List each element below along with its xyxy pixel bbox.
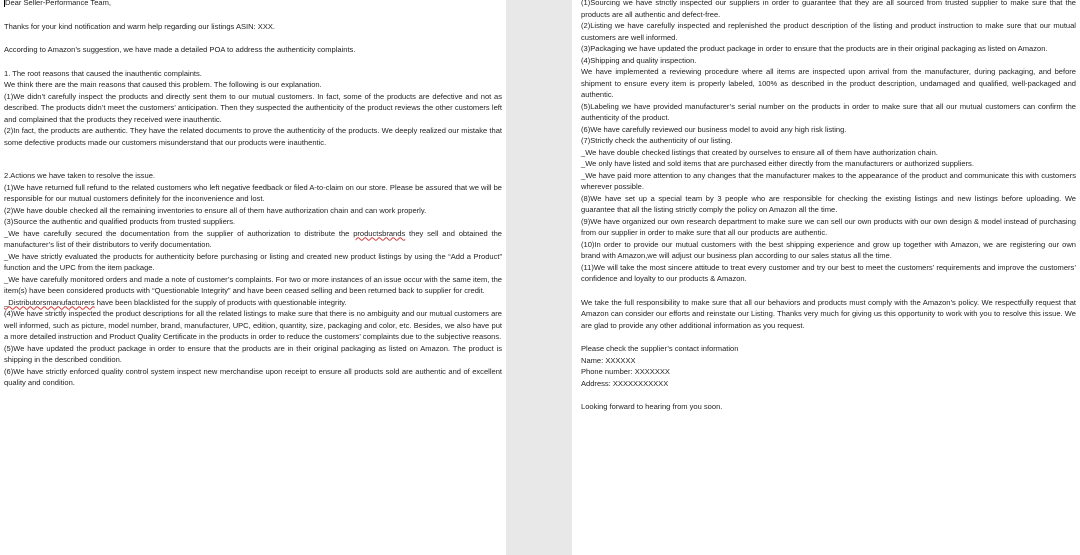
right-point-3: (3)Packaging we have updated the product package in order to ensure that the products are in their original packaging as listed on Amazon. [581,44,1048,53]
section-2-point-1: (1)We have returned full refund to the related customers who left negative feedback or filed A-to-claim on our store. Please be assured that we will be responsible for our mutual customers definitely for the inconvenience and lost. [4,182,502,203]
page-gutter [506,0,572,555]
right-point-2: (2)Listing we have carefully inspected and replenished the product description of the listing and product instruction to make sure that our mutual customers are well informed. [581,21,1076,42]
section-2-heading: 2.Actions we have taken to resolve the issue. [4,171,156,180]
section-2-point-2: (2)We have double checked all the remaining inventories to ensure all of them have authorization chain and can work properly. [4,205,427,215]
right-point-10: (10)In order to provide our mutual customers with the best shipping experience and grow up together with Amazon, we are registering our own brand with Amazon,we will adjust our business plan according to our sales status all the time. [581,239,1076,260]
right-point-8: (8)We have set up a special team by 3 people who are responsible for checking the existing listings and new listings before uploading. We guarantee that all the listing strictly comply the policy on Amazon all the time. [581,193,1076,214]
suggestion-line: According to Amazon’s suggestion, we have made a detailed POA to address the authenticity complaints. [4,45,356,54]
right-point-4-body: We have implemented a reviewing procedure where all items are inspected upon arrival from the manufacturer, during packaging, and before shipment to ensure every item is properly labeled, 100% as described in the product description, undamaged and qualified, well-packaged and authentic. [581,67,1076,99]
greeting-line: Dear Seller-Performance Team, [4,0,502,9]
section-1-point-2: (2)In fact, the products are authentic. They have the related documents to prove the authenticity of the products. We deeply realized our mistake that some defective products made our customers misunderstand that our products were inauthentic. [4,126,502,147]
right-point-7: (7)Strictly check the authenticity of our listing. [581,136,733,145]
section-2-point-5: (5)We have updated the product package in order to ensure that the products are in their original packaging as listed on Amazon. The product is shipping in the described condition. [4,343,502,364]
right-point-4: (4)Shipping and quality inspection. [581,55,697,65]
section-1-heading: 1. The root reasons that caused the inauthentic complaints. [4,68,202,78]
section-2-bullet-1: _We have carefully secured the documentation from the supplier of authorization to distribute the productsbrands they sell and obtained the manufacturer’s list of their distributors to verify documentation. [4,228,502,249]
contact-phone: Phone number: XXXXXXX [581,367,670,376]
section-2-bullet-3: _We have carefully monitored orders and made a note of customer’s complaints. For two or more instances of an issue occur with the same item, the item(s) have been considered products with “Questionable Integrity” and have been ceased selling and been returned back to supplier for credit. [4,274,502,295]
section-2-point-3: (3)Source the authentic and qualified products from trusted suppliers. [4,217,236,226]
right-point-7-bullet-2: _We only have listed and sold items that are purchased either directly from the manufacturers or authorized suppliers. [581,159,974,168]
section-2-point-6: (6)We have strictly enforced quality control system inspect new merchandise upon receipt to ensure all products sold are authentic and of excellent quality and condition. [4,366,502,387]
contact-heading: Please check the supplier’s contact information [581,344,739,353]
right-point-5: (5)Labeling we have provided manufacturer’s serial number on the products in order to make sure that all our mutual customers can confirm the authenticity of the product. [581,101,1076,122]
spelling-flag[interactable]: productsbrands [353,228,406,238]
signoff-line: Looking forward to hearing from you soon. [581,402,723,411]
right-point-7-bullet-3: _We have paid more attention to any changes that the manufacturer makes to the appearance of the product and communicate this with customers wherever possible. [581,170,1076,191]
right-point-7-bullet-1: _We have double checked listings that created by ourselves to ensure all of them have authorization chain. [581,147,938,157]
section-2-bullet-2: _We have strictly evaluated the products for authenticity before purchasing or listing and created new product listings by using the “Add a Product” function and the UPC from the item package. [4,251,502,272]
document-page-right[interactable] [572,0,1080,555]
section-1-point-1: (1)We didn’t carefully inspect the products and directly sent them to our mutual customers. In fact, some of the products are defective and not as described. The products didn’t meet the customers’ anticipation. Then they suspected the authenticity of the product reviews the other customers left and complained that the products they received were inauthentic. [4,91,502,124]
right-point-11: (11)We will take the most sincere attitude to treat every customer and try our best to meet the customers’ requirements and improve the customers’ confidence and loyalty to our products & Amazon. [581,262,1076,283]
section-2-bullet-4: _Distributorsmanufacturers have been blacklisted for the supply of products with questionable integrity. [4,297,347,307]
right-point-9: (9)We have organized our own research department to make sure we can sell our own products with our own design & model instead of purchasing from our supplier in order to make sure that all our products are authentic. [581,216,1076,237]
section-1-intro: We think there are the main reasons that caused this problem. The following is our explanation. [4,80,322,89]
contact-address: Address: XXXXXXXXXXX [581,378,669,388]
thanks-line: Thanks for your kind notification and warm help regarding our listings ASIN: XXX. [4,21,275,31]
spelling-flag[interactable]: _Distributorsmanufacturers [4,297,95,307]
contact-name: Name: XXXXXX [581,355,636,365]
right-point-1: (1)Sourcing we have strictly inspected our suppliers in order to guarantee that they are all sourced from trusted supplier to make sure that the products are all authentic and defect-free. [581,0,1076,19]
section-2-point-4: (4)We have strictly inspected the product descriptions for all the related listings to make sure that there is no ambiguity and our mutual customers are well informed, such as picture, model number, brand, manufacturer, UPC, edition, quantity, size, packaging and color, etc. Besides, we also have put a more detailed instruction and Product Quality Certificate in the products in order to reduce the customers’ complaints due to the subjective reasons. [4,309,502,341]
right-point-6: (6)We have carefully reviewed our business model to avoid any high risk listing. [581,124,847,134]
closing-paragraph: We take the full responsibility to make sure that all our behaviors and products must comply with the Amazon’s policy. We respectfully request that Amazon can consider our efforts and reinstate our Listing. Thanks very much for giving us this opportunity to work with you to resolve this issue. We are glad to provide any other additional information as you request. [581,297,1076,330]
document-page-left[interactable] [0,0,506,555]
